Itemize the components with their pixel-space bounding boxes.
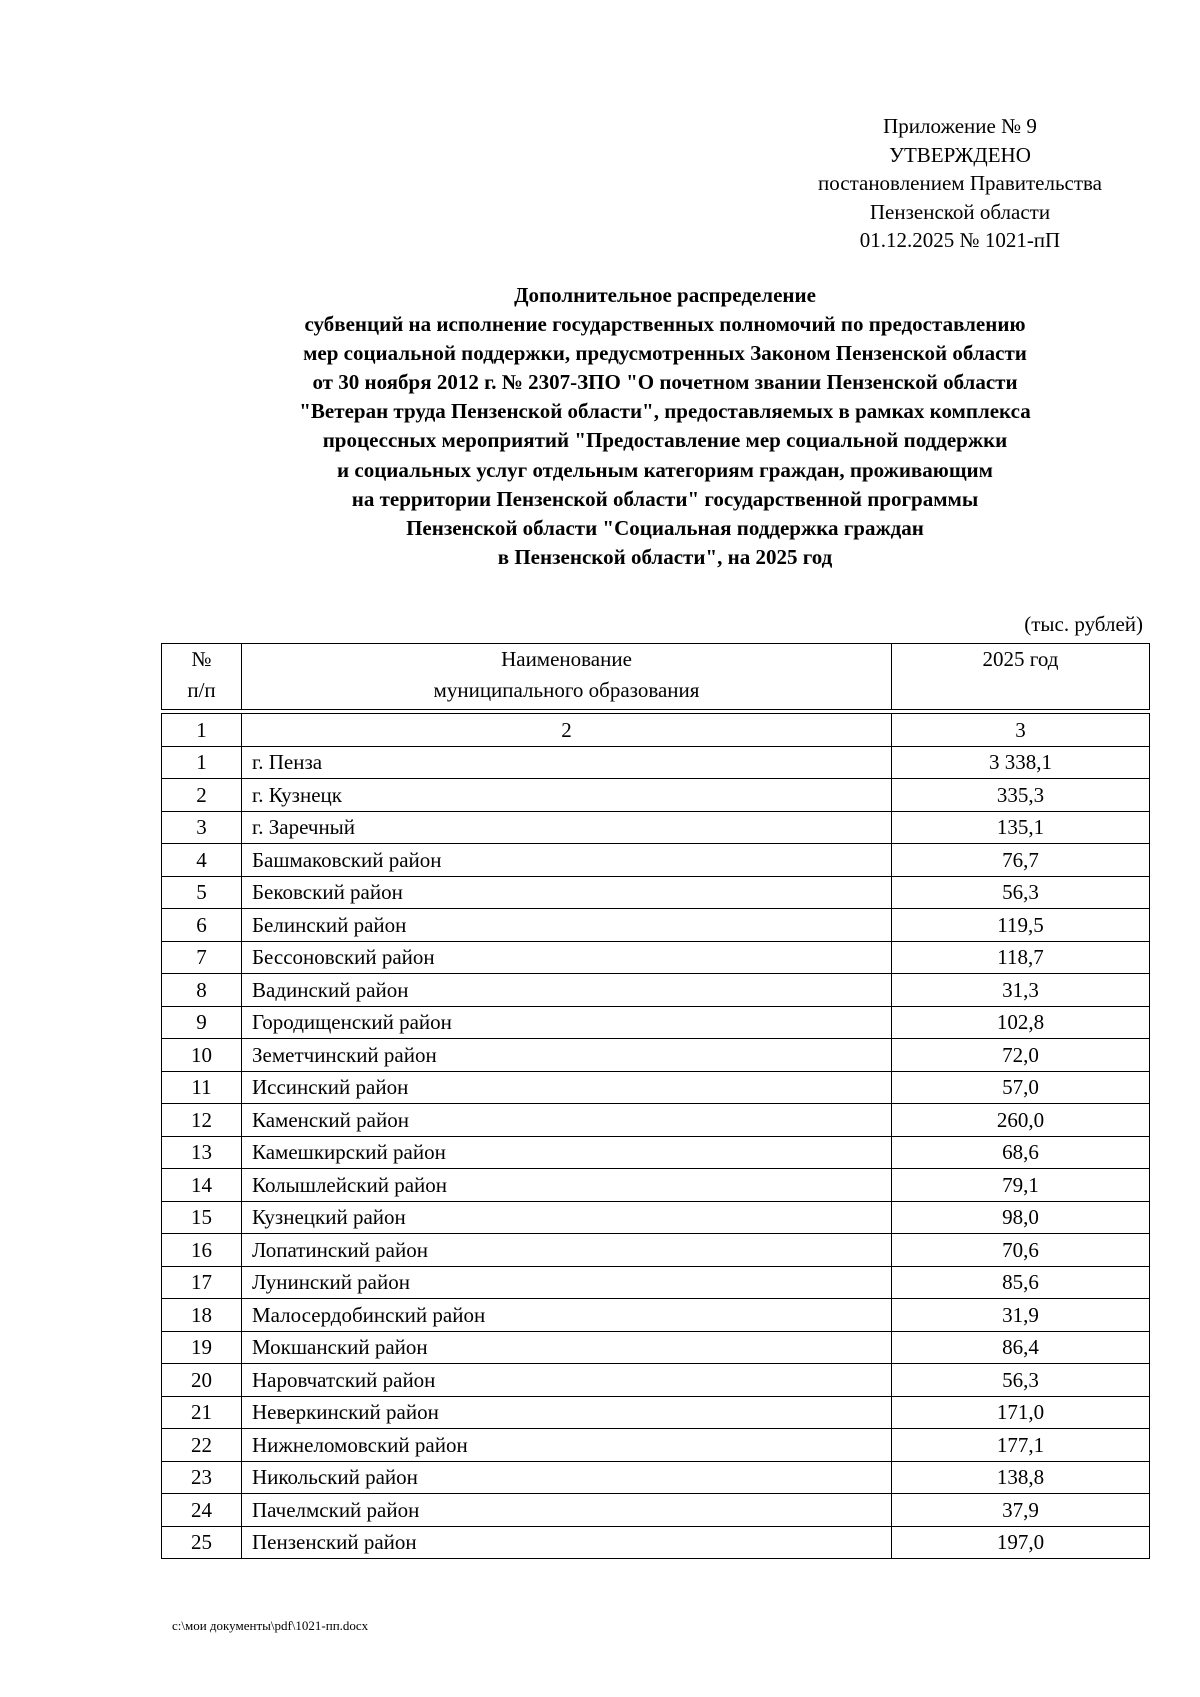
table-header xyxy=(161,643,1150,710)
table-row xyxy=(162,811,1150,844)
table-row xyxy=(162,746,1150,779)
amount-cell: 70,6 xyxy=(892,1234,1150,1267)
municipality-name-cell: Бессоновский район xyxy=(242,941,892,974)
table-row xyxy=(162,876,1150,909)
amount-cell: 197,0 xyxy=(892,1526,1150,1559)
row-number-cell: 21 xyxy=(162,1396,242,1429)
row-number-cell: 15 xyxy=(162,1201,242,1234)
municipality-name-cell: Лопатинский район xyxy=(242,1234,892,1267)
table-row xyxy=(162,1299,1150,1332)
row-number-cell: 22 xyxy=(162,1429,242,1462)
municipality-name-cell: Пензенский район xyxy=(242,1526,892,1559)
row-number-cell: 12 xyxy=(162,1104,242,1137)
title-line: в Пензенской области", на 2025 год xyxy=(497,544,833,569)
approved-by: постановлением Правительства xyxy=(817,171,1102,195)
header-number-line2: п/п xyxy=(187,678,216,702)
municipality-name-cell: Земетчинский район xyxy=(242,1039,892,1072)
document-title xyxy=(130,281,1200,572)
amount-cell: 57,0 xyxy=(892,1071,1150,1104)
amount-cell: 102,8 xyxy=(892,1006,1150,1039)
amount-cell: 138,8 xyxy=(892,1461,1150,1494)
amount-cell: 76,7 xyxy=(892,844,1150,877)
table-row xyxy=(162,1429,1150,1462)
row-number-cell: 9 xyxy=(162,1006,242,1039)
row-number-cell: 1 xyxy=(162,746,242,779)
municipality-name-cell: Кузнецкий район xyxy=(242,1201,892,1234)
amount-cell: 335,3 xyxy=(892,779,1150,812)
municipality-name-cell: г. Кузнецк xyxy=(242,779,892,812)
header-number-line1: № xyxy=(191,647,212,671)
municipality-name-cell: Иссинский район xyxy=(242,1071,892,1104)
units-label: (тыс. рублей) xyxy=(1024,612,1143,636)
header-cell-number xyxy=(162,644,242,710)
table-row xyxy=(162,974,1150,1007)
amount-cell: 68,6 xyxy=(892,1136,1150,1169)
table-row xyxy=(162,1169,1150,1202)
amount-cell: 56,3 xyxy=(892,1364,1150,1397)
title-line: от 30 ноября 2012 г. № 2307-ЗПО "О почетном звании Пензенской области xyxy=(312,370,1018,395)
row-number-cell: 14 xyxy=(162,1169,242,1202)
table-body xyxy=(162,714,1150,1559)
row-number-cell: 17 xyxy=(162,1266,242,1299)
amount-cell: 118,7 xyxy=(892,941,1150,974)
amount-cell: 135,1 xyxy=(892,811,1150,844)
municipality-name-cell: Мокшанский район xyxy=(242,1331,892,1364)
municipality-name-cell: Белинский район xyxy=(242,909,892,942)
table-row xyxy=(162,1331,1150,1364)
title-line: на территории Пензенской области" государственной программы xyxy=(351,486,979,511)
title-line: Пензенской области "Социальная поддержка граждан xyxy=(406,515,924,540)
title-line: и социальных услуг отдельным категориям граждан, проживающим xyxy=(337,457,993,482)
municipality-name-cell: г. Пенза xyxy=(242,746,892,779)
table-row xyxy=(162,1136,1150,1169)
amount-cell: 79,1 xyxy=(892,1169,1150,1202)
title-line: "Ветеран труда Пензенской области", предоставляемых в рамках комплекса xyxy=(299,399,1031,424)
amount-cell: 177,1 xyxy=(892,1429,1150,1462)
amount-cell: 171,0 xyxy=(892,1396,1150,1429)
appendix-number: Приложение № 9 xyxy=(883,114,1037,138)
table-row xyxy=(162,844,1150,877)
amount-cell: 3 338,1 xyxy=(892,746,1150,779)
amount-cell: 72,0 xyxy=(892,1039,1150,1072)
amount-cell: 37,9 xyxy=(892,1494,1150,1527)
table-row xyxy=(162,1234,1150,1267)
table-row xyxy=(162,1364,1150,1397)
row-number-cell: 8 xyxy=(162,974,242,1007)
title-line: Дополнительное распределение xyxy=(514,283,816,307)
table-row xyxy=(162,1396,1150,1429)
table-row xyxy=(162,1266,1150,1299)
row-number-cell: 13 xyxy=(162,1136,242,1169)
amount-cell: 98,0 xyxy=(892,1201,1150,1234)
table-row xyxy=(162,1461,1150,1494)
municipality-name-cell: Вадинский район xyxy=(242,974,892,1007)
approved-by-region: Пензенской области xyxy=(869,199,1051,224)
data-table xyxy=(161,713,1150,1559)
row-number-cell: 18 xyxy=(162,1299,242,1332)
column-number-cell: 2 xyxy=(242,714,892,747)
amount-cell: 119,5 xyxy=(892,909,1150,942)
municipality-name-cell: Никольский район xyxy=(242,1461,892,1494)
row-number-cell: 16 xyxy=(162,1234,242,1267)
row-number-cell: 6 xyxy=(162,909,242,942)
header-name-line2: муниципального образования xyxy=(433,678,700,702)
table-row xyxy=(162,1039,1150,1072)
title-line: мер социальной поддержки, предусмотренных Законом Пензенской области xyxy=(303,341,1027,366)
municipality-name-cell: г. Заречный xyxy=(242,811,892,844)
municipality-name-cell: Городищенский район xyxy=(242,1006,892,1039)
row-number-cell: 3 xyxy=(162,811,242,844)
row-number-cell: 11 xyxy=(162,1071,242,1104)
municipality-name-cell: Колышлейский район xyxy=(242,1169,892,1202)
header-row xyxy=(162,644,1150,710)
column-number-cell: 1 xyxy=(162,714,242,747)
table-row xyxy=(162,941,1150,974)
municipality-name-cell: Камешкирский район xyxy=(242,1136,892,1169)
table-row xyxy=(162,1201,1150,1234)
row-number-cell: 19 xyxy=(162,1331,242,1364)
municipality-name-cell: Нижнеломовский район xyxy=(242,1429,892,1462)
municipality-name-cell: Лунинский район xyxy=(242,1266,892,1299)
table-row xyxy=(162,1006,1150,1039)
table-row xyxy=(162,909,1150,942)
amount-cell: 31,3 xyxy=(892,974,1150,1007)
municipality-name-cell: Малосердобинский район xyxy=(242,1299,892,1332)
amount-cell: 31,9 xyxy=(892,1299,1150,1332)
municipality-name-cell: Каменский район xyxy=(242,1104,892,1137)
column-number-row xyxy=(162,714,1150,747)
row-number-cell: 5 xyxy=(162,876,242,909)
decree-date-number: 01.12.2025 № 1021-пП xyxy=(859,228,1061,252)
row-number-cell: 2 xyxy=(162,779,242,812)
table-row xyxy=(162,1104,1150,1137)
row-number-cell: 24 xyxy=(162,1494,242,1527)
municipality-name-cell: Башмаковский район xyxy=(242,844,892,877)
header-name-line1: Наименование xyxy=(501,647,632,671)
row-number-cell: 4 xyxy=(162,844,242,877)
table-row xyxy=(162,1494,1150,1527)
table-row xyxy=(162,779,1150,812)
row-number-cell: 20 xyxy=(162,1364,242,1397)
amount-cell: 85,6 xyxy=(892,1266,1150,1299)
column-number-cell: 3 xyxy=(892,714,1150,747)
header-year: 2025 год xyxy=(982,647,1059,671)
municipality-name-cell: Бековский район xyxy=(242,876,892,909)
row-number-cell: 10 xyxy=(162,1039,242,1072)
header-cell-year xyxy=(892,644,1150,710)
row-number-cell: 23 xyxy=(162,1461,242,1494)
amount-cell: 86,4 xyxy=(892,1331,1150,1364)
municipality-name-cell: Пачелмский район xyxy=(242,1494,892,1527)
approval-block xyxy=(740,112,1180,255)
header-cell-name xyxy=(242,644,892,710)
municipality-name-cell: Наровчатский район xyxy=(242,1364,892,1397)
municipality-name-cell: Неверкинский район xyxy=(242,1396,892,1429)
approved-label: УТВЕРЖДЕНО xyxy=(889,142,1031,167)
title-line: субвенций на исполнение государственных полномочий по предоставлению xyxy=(304,312,1026,337)
row-number-cell: 7 xyxy=(162,941,242,974)
file-path-footer: c:\мои документы\pdf\1021-пп.docx xyxy=(172,1618,369,1633)
table-row xyxy=(162,1071,1150,1104)
amount-cell: 56,3 xyxy=(892,876,1150,909)
amount-cell: 260,0 xyxy=(892,1104,1150,1137)
title-line: процессных мероприятий "Предоставление мер социальной поддержки xyxy=(322,428,1008,453)
row-number-cell: 25 xyxy=(162,1526,242,1559)
table-row xyxy=(162,1526,1150,1559)
